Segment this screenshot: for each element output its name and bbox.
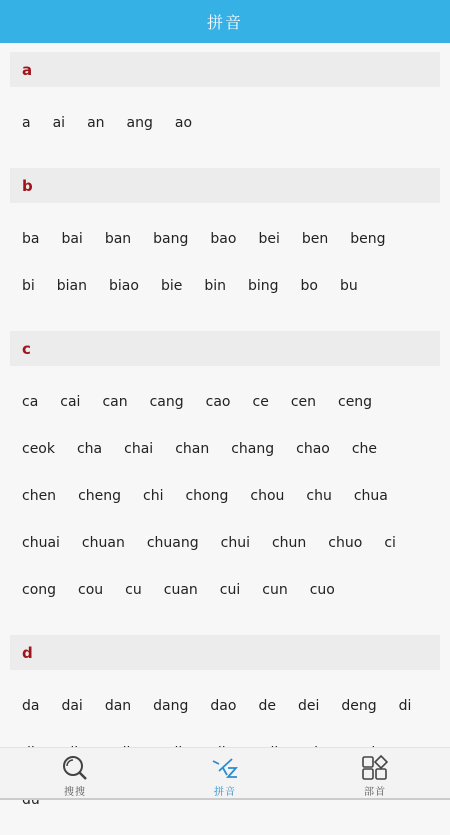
- syllable-list: [10, 87, 440, 158]
- syllable-item[interactable]: dang: [153, 697, 189, 714]
- syllable-item[interactable]: chun: [271, 534, 307, 551]
- syllable-item[interactable]: chen: [22, 487, 57, 504]
- syllable-item[interactable]: chuo: [328, 534, 363, 551]
- syllable-item[interactable]: bo: [300, 277, 318, 294]
- group-letter-header: a: [10, 52, 440, 87]
- syllable-item[interactable]: ai: [52, 114, 66, 131]
- syllable-item[interactable]: chui: [220, 534, 250, 551]
- syllable-item[interactable]: cha: [76, 440, 103, 457]
- syllable-item[interactable]: bu: [339, 277, 358, 294]
- tab-divider: [150, 798, 300, 800]
- syllable-item[interactable]: chu: [306, 487, 332, 504]
- syllable-item[interactable]: an: [87, 114, 105, 131]
- syllable-item[interactable]: cui: [219, 581, 241, 598]
- syllable-item[interactable]: deng: [341, 697, 377, 714]
- syllable-item[interactable]: ba: [22, 230, 40, 247]
- search-icon: [60, 754, 90, 782]
- syllable-item[interactable]: ceok: [22, 440, 55, 457]
- syllable-item[interactable]: dai: [61, 697, 83, 714]
- tab-search[interactable]: [0, 748, 150, 800]
- group-letter-header: d: [10, 635, 440, 670]
- tab-divider: [300, 798, 450, 800]
- syllable-item[interactable]: dao: [210, 697, 237, 714]
- syllable-item[interactable]: cen: [290, 393, 316, 410]
- syllable-item[interactable]: cong: [22, 581, 57, 598]
- syllable-item[interactable]: cou: [78, 581, 104, 598]
- syllable-item[interactable]: bin: [204, 277, 226, 294]
- syllable-item[interactable]: de: [258, 697, 276, 714]
- syllable-item[interactable]: chou: [250, 487, 285, 504]
- syllable-item[interactable]: ceng: [338, 393, 373, 410]
- syllable-item[interactable]: bian: [56, 277, 88, 294]
- syllable-item[interactable]: chan: [175, 440, 210, 457]
- syllable-item[interactable]: biao: [109, 277, 139, 294]
- syllable-list: [10, 366, 440, 625]
- app-header: [0, 0, 450, 43]
- pinyin-group-c: [10, 331, 440, 625]
- tab-pinyin[interactable]: [150, 748, 300, 800]
- syllable-item[interactable]: ao: [174, 114, 193, 131]
- page-title: 拼音: [206, 13, 243, 32]
- group-letter-header: b: [10, 168, 440, 203]
- syllable-item[interactable]: ben: [301, 230, 329, 247]
- syllable-item[interactable]: chuan: [81, 534, 125, 551]
- syllable-item[interactable]: dei: [297, 697, 320, 714]
- syllable-item[interactable]: di: [398, 697, 412, 714]
- syllable-item[interactable]: chang: [231, 440, 275, 457]
- syllable-item[interactable]: bai: [61, 230, 83, 247]
- tab-divider: [0, 798, 150, 800]
- syllable-item[interactable]: ang: [126, 114, 153, 131]
- group-letter-header: c: [10, 331, 440, 366]
- tab-radicals-label: 部首: [364, 787, 386, 798]
- syllable-item[interactable]: chuai: [22, 534, 60, 551]
- syllable-item[interactable]: cang: [149, 393, 184, 410]
- syllable-item[interactable]: cao: [205, 393, 231, 410]
- syllable-item[interactable]: bao: [210, 230, 237, 247]
- pinyin-icon: [210, 754, 240, 782]
- syllable-item[interactable]: cuan: [163, 581, 198, 598]
- syllable-item[interactable]: chao: [296, 440, 330, 457]
- syllable-item[interactable]: ca: [22, 393, 39, 410]
- bottom-tab-bar: [0, 747, 450, 800]
- radicals-grid-icon: [360, 754, 390, 782]
- syllable-item[interactable]: beng: [350, 230, 386, 247]
- syllable-item[interactable]: che: [351, 440, 378, 457]
- syllable-item[interactable]: cu: [125, 581, 142, 598]
- syllable-item[interactable]: ban: [104, 230, 132, 247]
- syllable-item[interactable]: dan: [104, 697, 132, 714]
- syllable-item[interactable]: bang: [153, 230, 189, 247]
- pinyin-list[interactable]: [0, 43, 450, 747]
- syllable-item[interactable]: ci: [384, 534, 396, 551]
- syllable-item[interactable]: can: [102, 393, 128, 410]
- syllable-item[interactable]: a: [22, 114, 31, 131]
- tab-radicals[interactable]: [300, 748, 450, 800]
- pinyin-group-d: [10, 635, 440, 835]
- syllable-item[interactable]: cuo: [309, 581, 335, 598]
- syllable-item[interactable]: bi: [22, 277, 35, 294]
- syllable-item[interactable]: chai: [124, 440, 154, 457]
- syllable-item[interactable]: cheng: [78, 487, 122, 504]
- syllable-item[interactable]: chong: [185, 487, 229, 504]
- syllable-item[interactable]: chi: [143, 487, 164, 504]
- syllable-item[interactable]: da: [22, 697, 40, 714]
- syllable-item[interactable]: bie: [160, 277, 183, 294]
- syllable-item[interactable]: ce: [252, 393, 269, 410]
- syllable-item[interactable]: chuang: [146, 534, 199, 551]
- tab-search-label: 搜搜: [64, 787, 86, 798]
- syllable-item[interactable]: bei: [258, 230, 280, 247]
- pinyin-group-a: [10, 52, 440, 158]
- syllable-item[interactable]: cai: [60, 393, 81, 410]
- pinyin-group-b: [10, 168, 440, 321]
- syllable-list: [10, 203, 440, 321]
- syllable-item[interactable]: cun: [262, 581, 288, 598]
- tab-pinyin-label: 拼音: [214, 787, 236, 798]
- syllable-item[interactable]: bing: [247, 277, 279, 294]
- syllable-item[interactable]: chua: [353, 487, 388, 504]
